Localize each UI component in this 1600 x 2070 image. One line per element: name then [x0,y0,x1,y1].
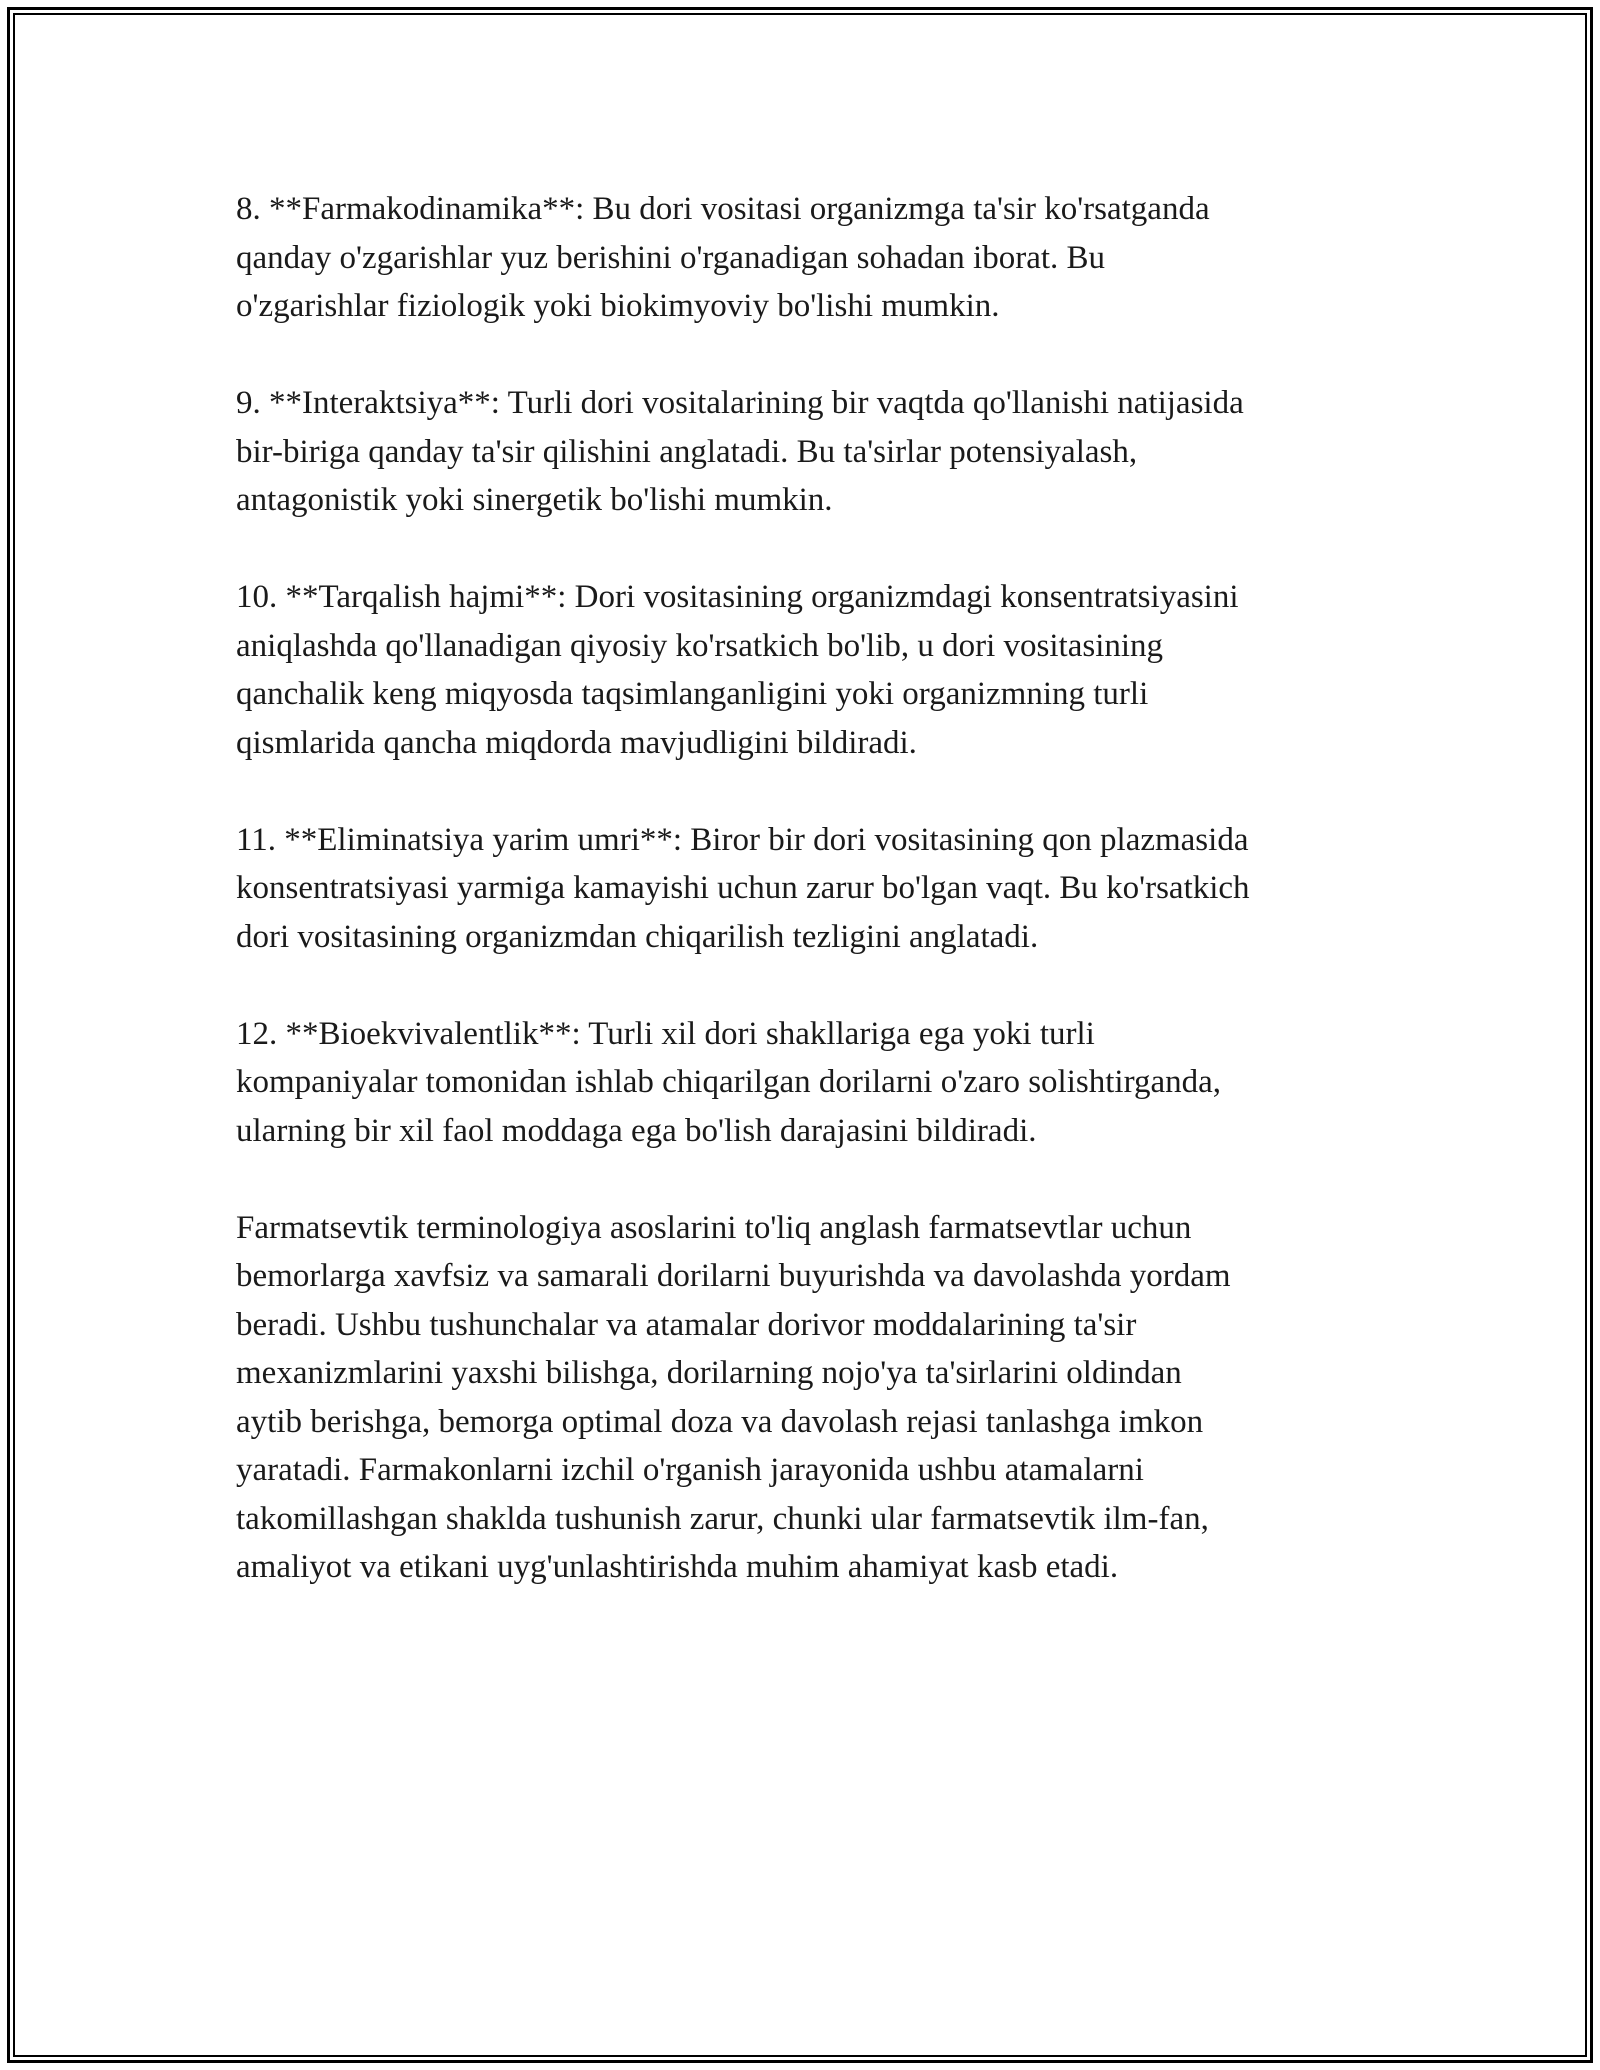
paragraph-interaktsiya: 9. **Interaktsiya**: Turli dori vositalarining bir vaqtda qo'llanishi natijasida bir-biriga qanday ta'sir qilishini anglatadi. Bu ta'sirlar potensiyalash, antagonistik yoki sinergetik bo'lishi mumkin. [236,385,1244,518]
paragraph-conclusion: Farmatsevtik terminologiya asoslarini to'liq anglash farmatsevtlar uchun bemorlarga xavfsiz va samarali dorilarni buyurishda va davolashda yordam beradi. Ushbu tushunchalar va atamalar dorivor moddalarining ta'sir mexanizmlarini yaxshi bilishga, dorilarning nojo'ya ta'sirlarini oldindan aytib berishga, bemorga optimal doza va davolash rejasi tanlashga imkon yaratadi. Farmakonlarni izchil o'rganish jarayonida ushbu atamalarni takomillashgan shaklda tushunish zarur, chunki ular farmatsevtik ilm-fan, amaliyot va etikani uyg'unlashtirishda muhim ahamiyat kasb etadi. [236,1209,1231,1585]
paragraph-farmakodinamika: 8. **Farmakodinamika**: Bu dori vositasi organizmga ta'sir ko'rsatganda qanday o'zgarishlar yuz berishini o'rganadigan sohadan iborat. Bu o'zgarishlar fiziologik yoki biokimyoviy bo'lishi mumkin. [236,191,1210,324]
paragraph-eliminatsiya-yarim-umri: 11. **Eliminatsiya yarim umri**: Biror bir dori vositasining qon plazmasida konsentratsiyasi yarmiga kamayishi uchun zarur bo'lgan vaqt. Bu ko'rsatkich dori vositasining organizmdan chiqarilish tezligini anglatadi. [236,821,1250,955]
paragraph-tarqalish-hajmi: 10. **Tarqalish hajmi**: Dori vositasining organizmdagi konsentratsiyasini aniqlashda qo'llanadigan qiyosiy ko'rsatkich bo'lib, u dori vositasining qanchalik keng miqyosda taqsimlanganligini yoki organizmning turli qismlarida qancha miqdorda mavjudligini bildiradi. [236,579,1239,761]
paragraph-bioekvivalentlik: 12. **Bioekvivalentlik**: Turli xil dori shakllariga ega yoki turli kompaniyalar tomonidan ishlab chiqarilgan dorilarni o'zaro solishtirganda, ularning bir xil faol moddaga ega bo'lish darajasini bildiradi. [236,1015,1222,1149]
document-body [236,185,1416,1640]
